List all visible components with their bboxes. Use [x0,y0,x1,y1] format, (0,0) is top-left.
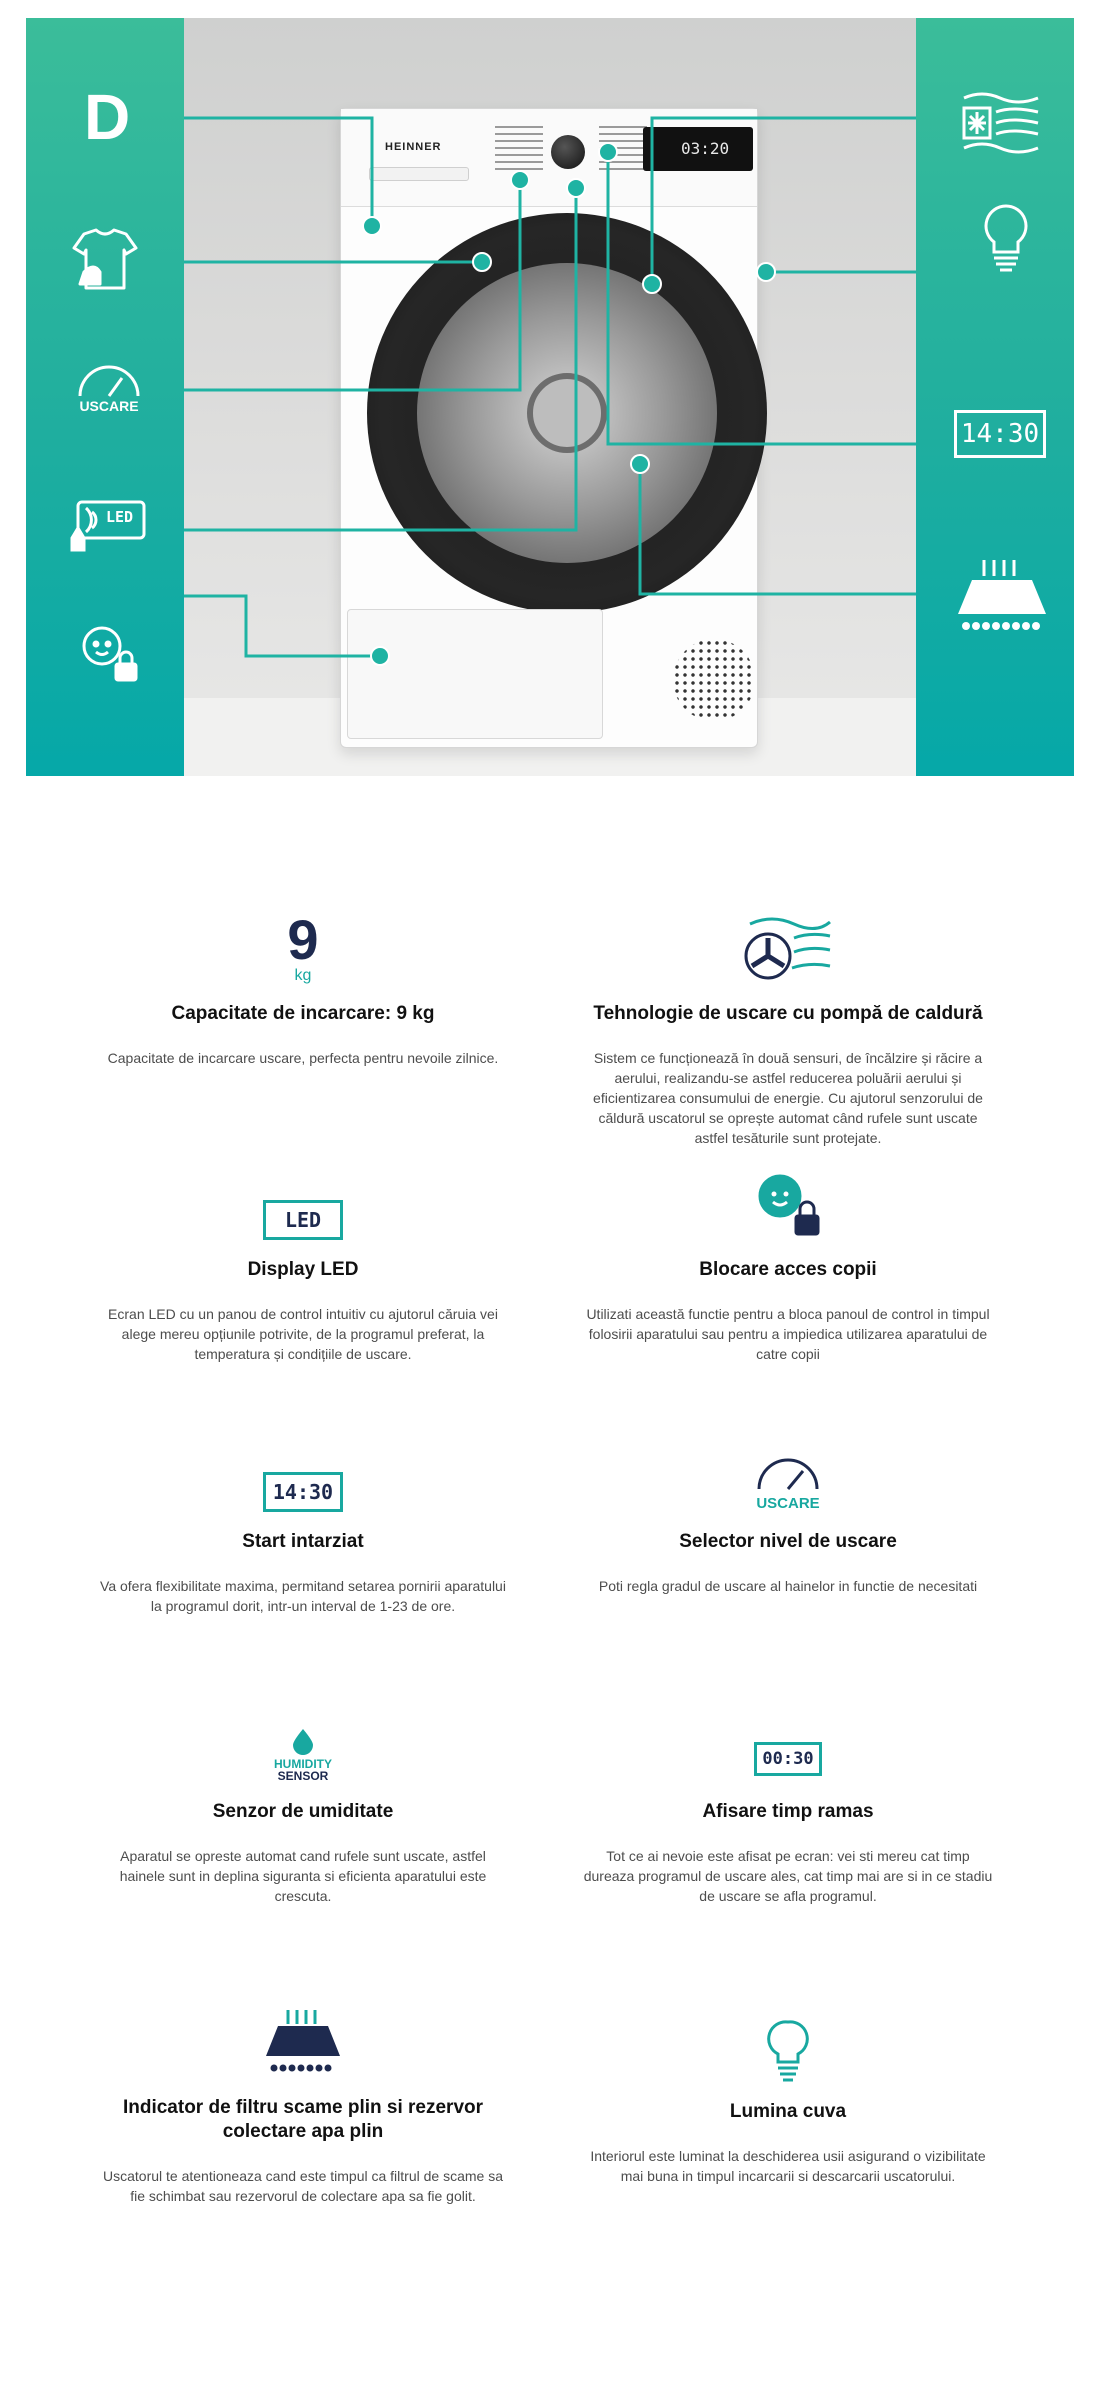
feature-title: Indicator de filtru scame plin si rezervor colectare apa plin [122,2097,484,2142]
drying-gauge-icon [74,362,144,414]
capacity-number: 9 [287,908,319,971]
heat-pump-icon [568,904,1008,984]
tshirt-iron-icon [70,228,140,292]
feature-child-lock [568,1160,1008,1364]
feature-title: Senzor de umiditate [212,1801,394,1822]
feature-remaining-time [568,1702,1008,1906]
feature-heat-pump [568,904,1008,1148]
feature-title: Tehnologie de uscare cu pompă de caldură [593,1003,983,1024]
feature-description: Utilizati această functie pentru a bloca panoul de control in timpul folosirii aparatului sau pentru a impiedica utilizarea aparatului de catre copii [586,1306,990,1362]
delay-start-icon [83,1432,523,1512]
feature-capacity [83,904,523,1068]
feature-description: Va ofera flexibilitate maxima, permitand setarea pornirii aparatului la programul dorit, intr-un interval de 1-23 de ore. [100,1578,506,1614]
feature-delay-start [83,1432,523,1616]
feature-description: Sistem ce funcționează în două sensuri, de încălzire și răcire a aerului, realizandu-se astfel reducerea poluării aerului și eficientizarea consumului de energie. Cu ajutorul senzorului de căldură uscatorul se oprește automat când rufele sunt uscate astfel tesăturile sunt protejate. [593,1050,983,1146]
feature-title: Start intarziat [242,1531,364,1552]
feature-description: Aparatul se opreste automat cand rufele sunt uscate, astfel hainele sunt in deplina siguranta si eficienta aparatului este crescuta. [119,1848,487,1904]
delay-timer-icon [954,410,1046,458]
capacity-icon [83,904,523,984]
child-lock-icon [76,620,142,686]
bulb-icon [982,202,1030,274]
feature-title: Selector nivel de uscare [679,1531,897,1552]
bulb-icon [568,2002,1008,2082]
feature-title: Lumina cuva [729,2101,847,2122]
callout-lines [26,18,1074,776]
feature-title: Blocare acces copii [699,1259,877,1280]
feature-drum-light [568,2002,1008,2186]
energy-class-label: D [84,81,131,153]
remaining-time-icon [568,1702,1008,1782]
timer-label: 14:30 [960,419,1040,449]
feature-description: Tot ce ai nevoie este afisat pe ecran: vei sti mereu cat timp dureaza programul de uscare ales, cat timp mai are si in ce stadiu de uscare se afla programul. [583,1848,993,1904]
feature-title: Afisare timp ramas [702,1801,874,1822]
feature-filter-indicator [83,1998,523,2206]
brand-logo: HEINNER [385,141,442,153]
feature-description: Interiorul este luminat la deschiderea usii asigurand o vizibilitate mai buna in timpul incarcarii si descarcarii uscatorului. [590,2148,986,2184]
display-time: 03:20 [681,139,730,158]
humidity-icon-text: HUMIDITY [274,1757,332,1771]
led-icon-text: LED [284,1208,322,1232]
drying-gauge-icon [568,1432,1008,1512]
heat-pump-icon [960,90,1044,156]
remaining-icon-text: 00:30 [762,1749,814,1769]
drying-label: USCARE [79,398,139,414]
feature-humidity-sensor [83,1702,523,1906]
feature-led [83,1160,523,1364]
filter-indicator-icon [956,556,1048,638]
feature-title: Display LED [247,1259,359,1280]
led-touch-icon [68,498,148,554]
led-label: LED [106,508,134,526]
feature-dry-level [568,1432,1008,1596]
sensor-icon-text: SENSOR [277,1769,329,1783]
led-display-icon [83,1160,523,1240]
feature-description: Uscatorul te atentioneaza cand este timpul ca filtrul de scame sa fie schimbat sau rezervorul de colectare apa sa fie golit. [103,2168,503,2204]
filter-indicator-icon [83,1998,523,2078]
feature-description: Poti regla gradul de uscare al hainelor in functie de necesitati [598,1578,978,1594]
delay-icon-text: 14:30 [272,1480,334,1504]
feature-description: Capacitate de incarcare uscare, perfecta pentru nevoile zilnice. [107,1050,499,1066]
feature-description: Ecran LED cu un panou de control intuitiv cu ajutorul căruia vei alege mereu opțiunile potrivite, de la programul preferat, la temperatura și condițiile de uscare. [108,1306,498,1362]
energy-class-icon [84,80,130,154]
humidity-sensor-icon [83,1702,523,1782]
feature-title: Capacitate de incarcare: 9 kg [171,1003,435,1024]
capacity-unit: kg [294,967,312,984]
child-lock-icon [568,1160,1008,1240]
hero-image [26,18,1074,776]
dry-icon-text: USCARE [756,1495,820,1512]
